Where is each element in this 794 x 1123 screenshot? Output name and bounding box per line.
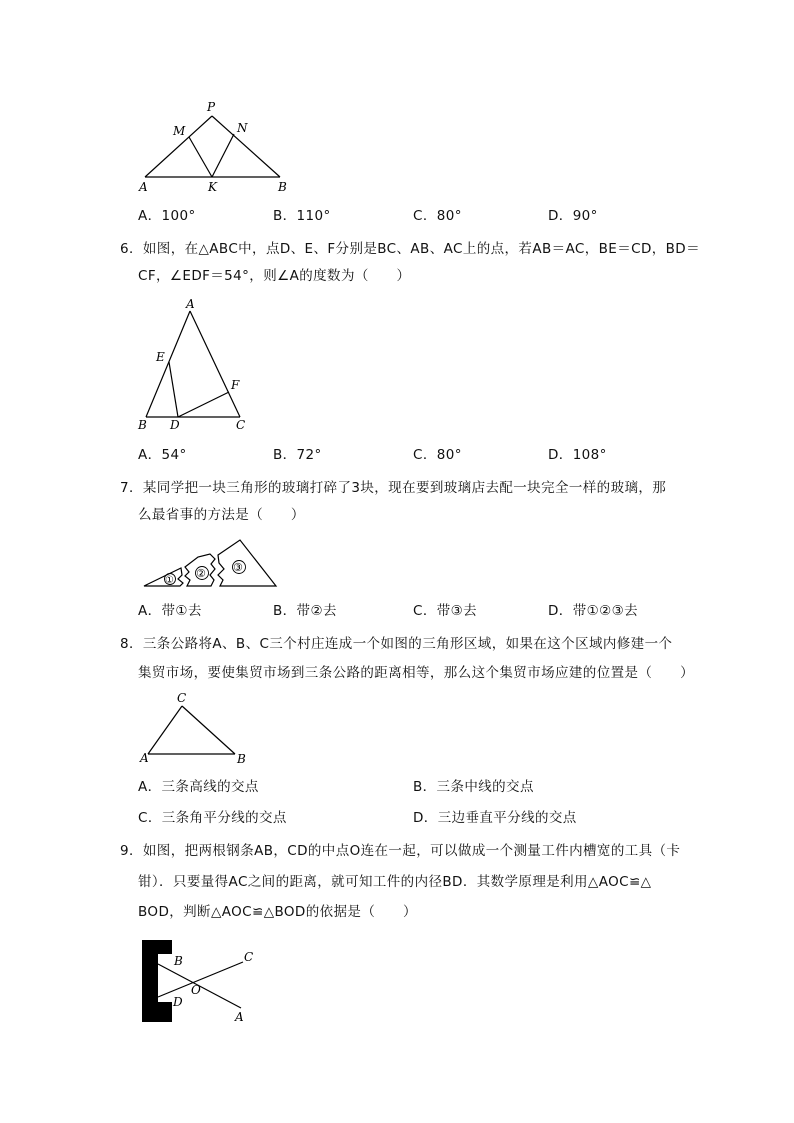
q7-text-line1: 7．某同学把一块三角形的玻璃打碎了3块，现在要到玻璃店去配一块完全一样的玻璃，那 <box>120 480 667 496</box>
label-D: D <box>170 418 180 432</box>
label-B: B <box>278 180 287 194</box>
q7-option-c: C．带③去 <box>413 603 478 619</box>
q6-figure <box>130 298 260 434</box>
label-O: O <box>191 983 201 997</box>
q8-option-c: C．三条角平分线的交点 <box>138 810 287 826</box>
label-B: B <box>138 418 147 432</box>
label-N: N <box>237 121 248 135</box>
piece-3-label: ③ <box>233 561 243 574</box>
q7-option-d: D．带①②③去 <box>548 603 639 619</box>
label-B: B <box>237 752 246 766</box>
piece-1-label: ① <box>165 575 174 586</box>
label-C: C <box>236 418 246 432</box>
q7-text-line2: 么最省事的方法是（ ） <box>138 507 305 523</box>
q8-option-a: A．三条高线的交点 <box>138 779 259 795</box>
piece-2-label: ② <box>196 567 206 580</box>
label-A: A <box>139 180 148 194</box>
label-C: C <box>244 950 254 964</box>
q6-option-c: C．80° <box>413 447 462 463</box>
q9-text-line3: BOD，判断△AOC≌△BOD的依据是（ ） <box>138 904 417 920</box>
q6-text-line2: CF，∠EDF＝54°，则∠A的度数为（ ） <box>138 268 411 284</box>
q5-option-c: C．80° <box>413 208 462 224</box>
label-C: C <box>177 691 187 705</box>
q5-option-b: B．110° <box>273 208 331 224</box>
label-A: A <box>235 1010 244 1024</box>
q7-option-a: A．带①去 <box>138 603 202 619</box>
q7-figure <box>138 535 283 595</box>
workpiece-shape <box>142 940 172 1022</box>
q9-text-line1: 9．如图，把两根钢条AB，CD的中点O连在一起，可以做成一个测量工件内槽宽的工具（卡 <box>120 843 681 859</box>
q9-text-line2: 钳）．只要量得AC之间的距离，就可知工件的内径BD．其数学原理是利用△AOC≌△ <box>138 874 652 890</box>
q6-text-line1: 6．如图，在△ABC中，点D、E、F分别是BC、AB、AC上的点，若AB＝AC，BE＝CD，BD＝ <box>120 241 701 257</box>
q5-figure <box>130 95 300 195</box>
q8-option-d: D．三边垂直平分线的交点 <box>413 810 577 826</box>
q8-figure <box>138 690 258 768</box>
label-E: E <box>156 350 165 364</box>
q8-text-line2: 集贸市场，要使集贸市场到三条公路的距离相等，那么这个集贸市场应建的位置是（ ） <box>138 665 694 681</box>
label-A: A <box>186 298 195 311</box>
label-K: K <box>208 180 217 194</box>
q5-option-a: A．100° <box>138 208 196 224</box>
label-A: A <box>140 751 149 765</box>
q6-option-d: D．108° <box>548 447 607 463</box>
q6-option-b: B．72° <box>273 447 322 463</box>
q8-option-b: B．三条中线的交点 <box>413 779 534 795</box>
label-B: B <box>174 954 183 968</box>
q7-option-b: B．带②去 <box>273 603 337 619</box>
q9-figure <box>140 938 265 1024</box>
label-D: D <box>173 995 183 1009</box>
label-F: F <box>231 378 240 392</box>
q6-option-a: A．54° <box>138 447 187 463</box>
q5-option-d: D．90° <box>548 208 598 224</box>
label-P: P <box>207 100 216 114</box>
q8-text-line1: 8．三条公路将A、B、C三个村庄连成一个如图的三角形区域，如果在这个区域内修建一个 <box>120 636 673 652</box>
label-M: M <box>173 124 186 138</box>
